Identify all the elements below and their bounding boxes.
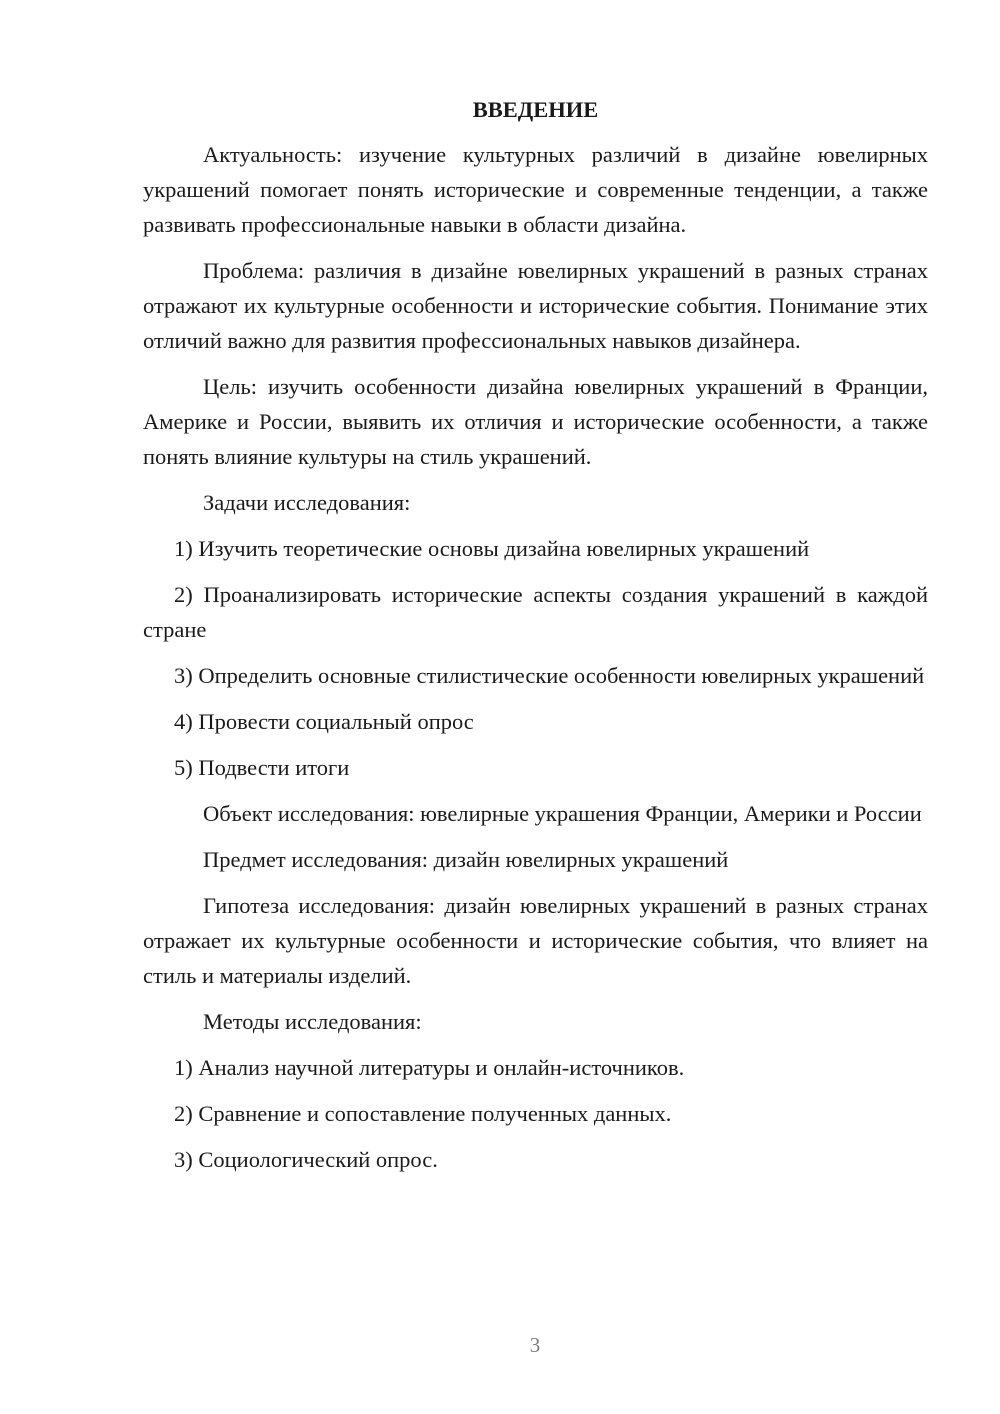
problem-paragraph: Проблема: различия в дизайне ювелирных украшений в разных странах отражают их культурные особенности и исторические события. Понимание этих отличий важно для развития профессиональных навыков дизайнера. (143, 258, 928, 353)
subject-paragraph: Предмет исследования: дизайн ювелирных украшений (203, 847, 729, 872)
method-item: 1) Анализ научной литературы и онлайн-источников. (174, 1055, 685, 1080)
hypothesis-paragraph: Гипотеза исследования: дизайн ювелирных украшений в разных странах отражает их культурные особенности и исторические события, что влияет на стиль и материалы изделий. (143, 893, 928, 988)
task-item: 5) Подвести итоги (174, 755, 350, 780)
task-item: 3) Определить основные стилистические особенности ювелирных украшений (174, 663, 925, 688)
method-item: 3) Социологический опрос. (174, 1147, 438, 1172)
task-item: 4) Провести социальный опрос (174, 709, 474, 734)
goal-paragraph: Цель: изучить особенности дизайна ювелирных украшений в Франции, Америке и России, выявить их отличия и исторические особенности, а также понять влияние культуры на стиль украшений. (143, 374, 928, 469)
task-item: 1) Изучить теоретические основы дизайна ювелирных украшений (174, 536, 810, 561)
document-page (143, 92, 928, 1188)
relevance-paragraph: Актуальность: изучение культурных различий в дизайне ювелирных украшений помогает понять исторические и современные тенденции, а также развивать профессиональные навыки в области дизайна. (143, 142, 928, 237)
method-item: 2) Сравнение и сопоставление полученных данных. (174, 1101, 672, 1126)
object-paragraph: Объект исследования: ювелирные украшения Франции, Америки и России (203, 801, 922, 826)
tasks-heading: Задачи исследования: (203, 490, 411, 515)
task-item: 2) Проанализировать исторические аспекты создания украшений в каждой стране (143, 582, 928, 642)
page-number: 3 (529, 1333, 541, 1357)
methods-heading: Методы исследования: (203, 1009, 422, 1034)
page-title: ВВЕДЕНИЕ (472, 97, 599, 122)
